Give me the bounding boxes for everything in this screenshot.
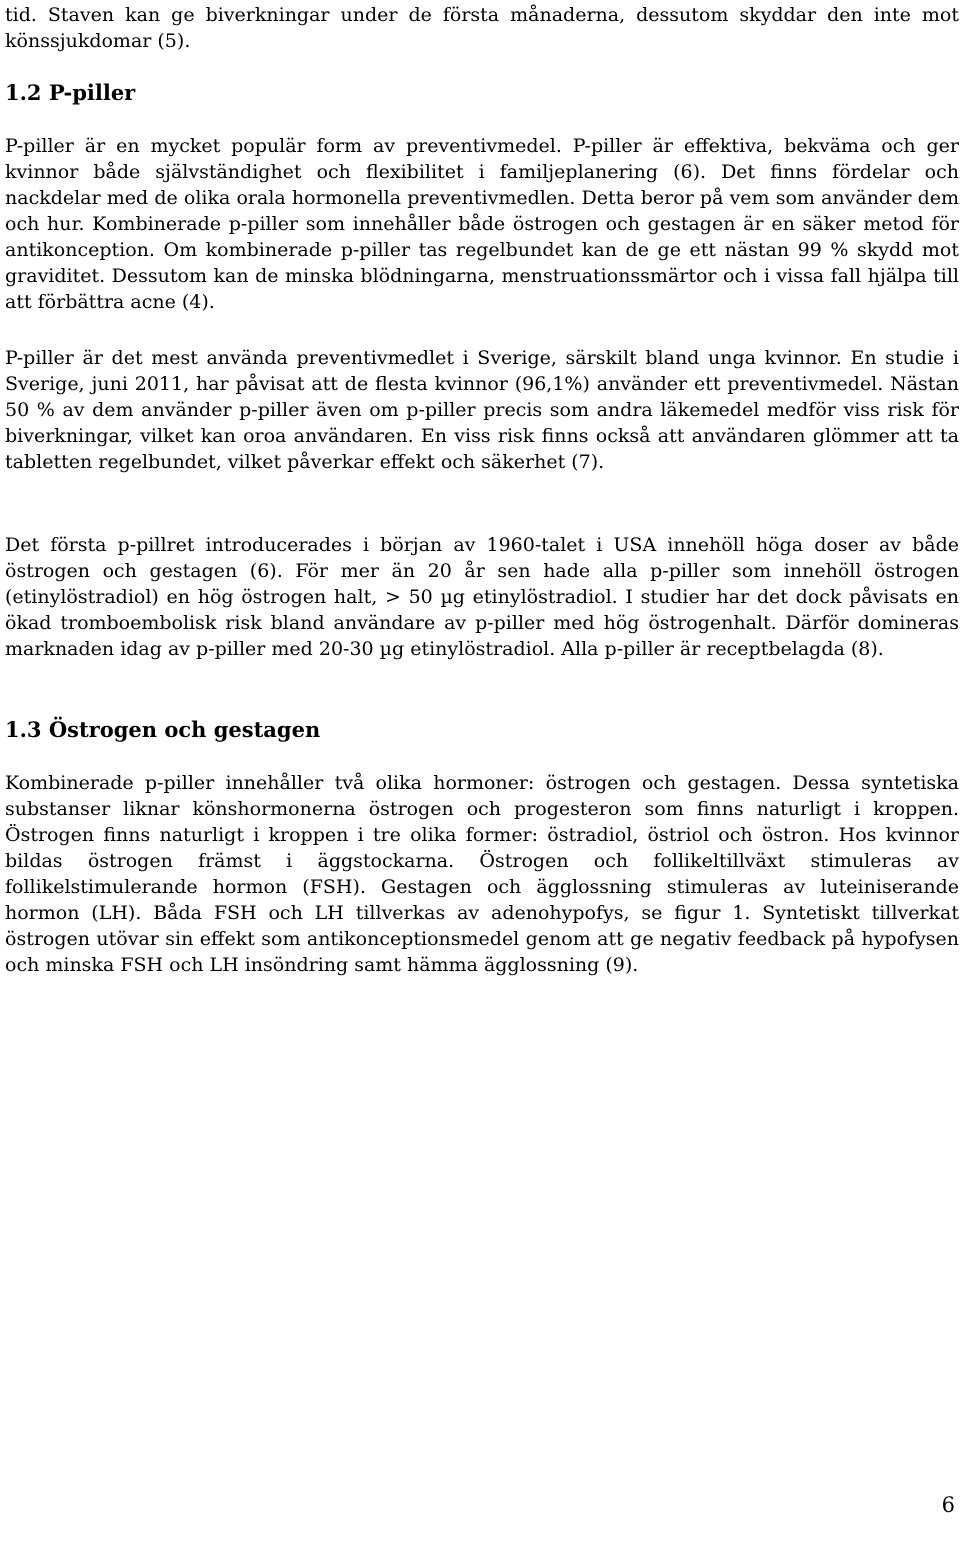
section-1-3-paragraph-1-container xyxy=(5,770,959,978)
section-heading-1-2: 1.2 P-piller xyxy=(5,80,136,105)
section-1-2-paragraph-2: P-piller är det mest använda preventivmedlet i Sverige, särskilt bland unga kvinnor. En studie i Sverige, juni 2011, har påvisat att de flesta kvinnor (96,1%) använder ett preventivmedel. Nästan 50 % av dem använder p-piller även om p-piller precis som andra läkemedel medför viss risk för biverkningar, vilket kan oroa användaren. En viss risk finns också att användaren glömmer att ta tabletten regelbundet, vilket påverkar effekt och säkerhet (7). xyxy=(5,347,959,473)
section-1-2-paragraph-1: P-piller är en mycket populär form av preventivmedel. P-piller är effektiva, bekväma och ger kvinnor både självständighet och flexibilitet i familjeplanering (6). Det finns fördelar och nackdelar med de olika orala hormonella preventivmedlen. Detta beror på vem som använder dem och hur. Kombinerade p-piller som innehåller både östrogen och gestagen är en säker metod för antikonception. Om kombinerade p-piller tas regelbundet kan de ge ett nästan 99 % skydd mot graviditet. Dessutom kan de minska blödningarna, menstruationssmärtor och i vissa fall hjälpa till att förbättra acne (4). xyxy=(5,135,959,313)
section-1-2-paragraph-3-container xyxy=(5,532,959,662)
section-1-2-paragraph-2-container xyxy=(5,345,959,475)
page-number: 6 xyxy=(941,1493,955,1517)
section-heading-1-3: 1.3 Östrogen och gestagen xyxy=(5,717,321,742)
section-1-3-paragraph-1: Kombinerade p-piller innehåller två olika hormoner: östrogen och gestagen. Dessa syntetiska substanser liknar könshormonerna östrogen och progesteron som finns naturligt i kroppen. Östrogen finns naturligt i kroppen i tre olika former: östradiol, östriol och östron. Hos kvinnor bildas östrogen främst i äggstockarna. Östrogen och follikeltillväxt stimuleras av follikelstimulerande hormon (FSH). Gestagen och ägglossning stimuleras av luteiniserande hormon (LH). Båda FSH och LH tillverkas av adenohypofys, se figur 1. Syntetiskt tillverkat östrogen utövar sin effekt som antikonceptionsmedel genom att ge negativ feedback på hypofysen och minska FSH och LH insöndring samt hämma ägglossning (9). xyxy=(5,772,959,976)
section-1-2-paragraph-1-container xyxy=(5,133,959,315)
section-1-2-paragraph-3: Det första p-pillret introducerades i början av 1960-talet i USA innehöll höga doser av både östrogen och gestagen (6). För mer än 20 år sen hade alla p-piller som innehöll östrogen (etinylöstradiol) en hög östrogen halt, > 50 µg etinylöstradiol. I studier har det dock påvisats en ökad tromboembolisk risk bland användare av p-piller med hög östrogenhalt. Därför domineras marknaden idag av p-piller med 20-30 µg etinylöstradiol. Alla p-piller är receptbelagda (8). xyxy=(5,534,959,660)
intro-paragraph: tid. Staven kan ge biverkningar under de första månaderna, dessutom skyddar den inte mot könssjukdomar (5). xyxy=(5,4,959,52)
